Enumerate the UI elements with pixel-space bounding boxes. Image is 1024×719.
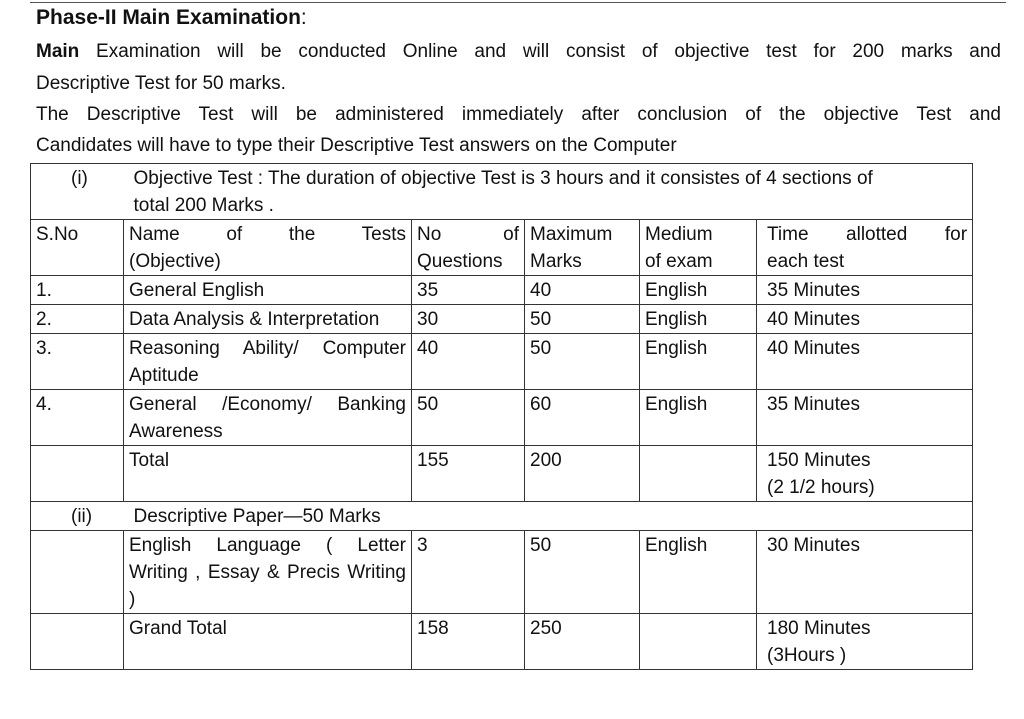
row-test-name: General /Economy/ Banking Awareness — [124, 390, 412, 446]
grand-total-time — [757, 614, 973, 670]
total-sno — [31, 446, 124, 502]
descriptive-time: 30 Minutes — [757, 531, 973, 614]
objective-section-label: (i) — [31, 164, 124, 220]
grand-total-time-line-1: 180 Minutes — [767, 618, 871, 639]
row-time: 40 Minutes — [757, 305, 973, 334]
row-time: 35 Minutes — [757, 276, 973, 305]
header-questions-line-2: Questions — [417, 251, 503, 272]
header-medium — [640, 220, 757, 276]
row-questions: 40 — [412, 334, 525, 390]
descriptive-section-label: (ii) — [31, 502, 124, 531]
descriptive-row — [31, 531, 973, 614]
total-marks: 200 — [525, 446, 640, 502]
row-test-name: Reasoning Ability/ Computer Aptitude — [124, 334, 412, 390]
top-rule — [30, 2, 1006, 3]
row-sno: 2. — [31, 305, 124, 334]
header-name-line-1: Name of the Tests — [129, 224, 406, 245]
descriptive-sno — [31, 531, 124, 614]
header-marks-line-1: Maximum — [530, 224, 613, 245]
objective-section-line-2: total 200 Marks . — [133, 195, 274, 216]
grand-total-sno — [31, 614, 124, 670]
total-time — [757, 446, 973, 502]
row-medium: English — [640, 390, 757, 446]
header-time-line-1: Time allotted for — [767, 224, 968, 245]
header-name-line-2: (Objective) — [129, 251, 221, 272]
descriptive-questions: 3 — [412, 531, 525, 614]
table-header-row — [31, 220, 973, 276]
header-questions — [412, 220, 525, 276]
intro-line-4: Candidates will have to type their Descriptive Test answers on the Computer — [36, 135, 677, 156]
row-marks: 60 — [525, 390, 640, 446]
descriptive-section-text: Descriptive Paper—50 Marks — [124, 502, 973, 531]
descriptive-medium: English — [640, 531, 757, 614]
header-marks-line-2: Marks — [530, 251, 582, 272]
header-questions-line-1: No of — [417, 224, 519, 245]
exam-pattern-table — [30, 163, 973, 670]
total-time-value: 150 Minutes — [767, 450, 871, 471]
table-row — [31, 276, 973, 305]
total-label: Total — [124, 446, 412, 502]
objective-section-row — [31, 164, 973, 220]
descriptive-marks: 50 — [525, 531, 640, 614]
row-sno: 4. — [31, 390, 124, 446]
row-marks: 40 — [525, 276, 640, 305]
row-questions: 30 — [412, 305, 525, 334]
objective-section-line-1: Objective Test : The duration of objective Test is 3 hours and it consistes of 4 sections of — [133, 168, 873, 189]
grand-total-label: Grand Total — [124, 614, 412, 670]
row-medium: English — [640, 276, 757, 305]
total-row — [31, 446, 973, 502]
row-test-name: General English — [124, 276, 412, 305]
row-medium: English — [640, 305, 757, 334]
row-marks: 50 — [525, 305, 640, 334]
header-medium-line-1: Medium — [645, 224, 713, 245]
grand-total-marks: 250 — [525, 614, 640, 670]
row-medium: English — [640, 334, 757, 390]
row-time: 35 Minutes — [757, 390, 973, 446]
grand-total-time-line-2: (3Hours ) — [767, 645, 847, 666]
intro-line-2: Descriptive Test for 50 marks. — [36, 73, 286, 94]
row-test-name: Data Analysis & Interpretation — [124, 305, 412, 334]
total-time-line-1 — [767, 447, 967, 474]
row-questions: 50 — [412, 390, 525, 446]
header-time-line-2: each test — [767, 251, 845, 272]
intro-line-1: Main Examination will be conducted Online and will consist of objective test for 200 marks and — [36, 41, 1002, 62]
header-marks — [525, 220, 640, 276]
total-medium — [640, 446, 757, 502]
grand-total-questions: 158 — [412, 614, 525, 670]
descriptive-test-name: English Language ( Letter Writing , Essay & Precis Writing ) — [124, 531, 412, 614]
header-sno: S.No — [31, 220, 124, 276]
objective-section-text — [124, 164, 973, 220]
header-name — [124, 220, 412, 276]
row-marks: 50 — [525, 334, 640, 390]
header-medium-line-2: of exam — [645, 251, 713, 272]
total-questions: 155 — [412, 446, 525, 502]
header-time — [757, 220, 973, 276]
total-time-line-2: (2 1/2 hours) — [767, 477, 875, 498]
table-row — [31, 305, 973, 334]
row-questions: 35 — [412, 276, 525, 305]
row-sno: 1. — [31, 276, 124, 305]
table-row — [31, 390, 973, 446]
grand-total-medium — [640, 614, 757, 670]
row-time: 40 Minutes — [757, 334, 973, 390]
grand-total-row — [31, 614, 973, 670]
page-title: Phase-II Main Examination: — [36, 6, 307, 29]
row-sno: 3. — [31, 334, 124, 390]
table-row — [31, 334, 973, 390]
descriptive-section-row — [31, 502, 973, 531]
intro-line-3: The Descriptive Test will be administered immediately after conclusion of the objective Test and — [36, 104, 1001, 125]
